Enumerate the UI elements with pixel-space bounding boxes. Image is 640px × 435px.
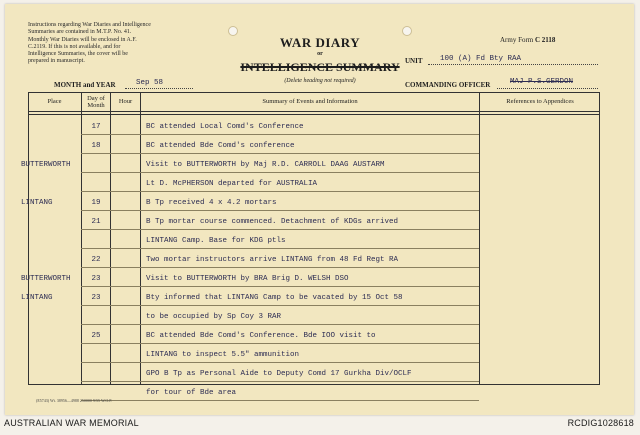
- row-rule: [81, 400, 479, 401]
- co-dotline: [497, 88, 598, 89]
- row-summary: B Tp mortar course commenced. Detachment of KDGs arrived: [146, 218, 399, 226]
- row-rule: [81, 248, 479, 249]
- row-summary: LINTANG to inspect 5.5" ammunition: [146, 351, 300, 359]
- row-place: BUTTERWORTH: [21, 275, 71, 283]
- form-title: WAR DIARY: [279, 35, 361, 50]
- unit-value: 100 (A) Fd Bty RAA: [440, 55, 522, 63]
- month-year-value: Sep 58: [136, 79, 164, 87]
- row-summary: to be occupied by Sp Coy 3 RAR: [146, 313, 282, 321]
- credit-left: AUSTRALIAN WAR MEMORIAL: [4, 418, 139, 428]
- row-day: 23: [91, 275, 101, 283]
- instruction-line: C.2119. If this is not available, and for: [28, 43, 121, 50]
- row-rule: [81, 343, 479, 344]
- col-divider: [110, 92, 111, 385]
- row-day: 22: [91, 256, 101, 264]
- row-summary: GPO B Tp as Personal Aide to Deputy Comd 17 Gurkha Div/OCLF: [146, 370, 412, 378]
- credit-right: RCDIG1028618: [567, 418, 634, 428]
- row-place: BUTTERWORTH: [21, 161, 71, 169]
- row-rule: [81, 210, 479, 211]
- row-summary: Bty informed that LINTANG Camp to be vacated by 15 Oct 58: [146, 294, 403, 302]
- punch-hole-right: [402, 26, 412, 36]
- instruction-line: prepared in manuscript.: [28, 58, 85, 65]
- diary-table: [28, 92, 600, 385]
- row-place: LINTANG: [21, 294, 53, 302]
- instruction-line: Summaries are contained in M.T.P. No. 41.: [28, 29, 132, 36]
- col-header-hour: Hour: [118, 98, 133, 105]
- heading-note: (Delete heading not required): [284, 78, 356, 84]
- col-divider: [81, 92, 82, 385]
- row-rule: [81, 229, 479, 230]
- row-day: 18: [91, 142, 101, 150]
- row-rule: [81, 324, 479, 325]
- row-rule: [81, 286, 479, 287]
- col-header-references: References to Appendices: [506, 98, 574, 105]
- instruction-line: Monthly War Diaries will be enclosed in A.F.: [28, 36, 137, 43]
- row-rule: [81, 305, 479, 306]
- row-rule: [81, 153, 479, 154]
- col-header-summary: Summary of Events and Information: [262, 98, 358, 105]
- col-divider: [479, 92, 480, 385]
- row-day: 19: [91, 199, 101, 207]
- row-day: 17: [91, 123, 101, 131]
- row-day: 21: [91, 218, 101, 226]
- row-summary: for tour of Bde area: [146, 389, 237, 397]
- row-summary: Lt D. McPHERSON departed for AUSTRALIA: [146, 180, 318, 188]
- row-rule: [81, 267, 479, 268]
- row-summary: BC attended Bde Comd's conference: [146, 142, 295, 150]
- row-summary: LINTANG Camp. Base for KDG ptls: [146, 237, 286, 245]
- row-summary: Visit to BUTTERWORTH by BRA Brig D. WELSH DSO: [146, 275, 349, 283]
- month-year-dotline: [125, 88, 193, 89]
- row-rule: [81, 134, 479, 135]
- row-place: LINTANG: [21, 199, 53, 207]
- header-rule: [28, 111, 600, 112]
- form-title-or: or: [317, 51, 323, 57]
- row-day: 23: [91, 294, 101, 302]
- instruction-line: Intelligence Summaries, the cover will be: [28, 51, 128, 58]
- col-header-day: Day of Month: [87, 95, 105, 109]
- row-summary: BC attended Bde Comd's Conference. Bde IOO visit to: [146, 332, 376, 340]
- instruction-line: Instructions regarding War Diaries and Intelligence: [28, 22, 151, 28]
- row-summary: BC attended Local Comd's Conference: [146, 123, 304, 131]
- row-summary: Visit to BUTTERWORTH by Maj R.D. CARROLL DAAG AUSTARM: [146, 161, 385, 169]
- header-rule: [28, 114, 600, 115]
- commanding-officer-label: COMMANDING OFFICER: [405, 81, 491, 89]
- print-code: (E5743) Wt. 38956—4988 250000 9/55 W.O.P.: [36, 398, 113, 403]
- col-header-place: Place: [47, 98, 62, 105]
- row-rule: [81, 381, 479, 382]
- unit-label: UNIT: [405, 57, 423, 65]
- unit-dotline: [428, 64, 598, 65]
- row-rule: [81, 172, 479, 173]
- month-year-label: MONTH and YEAR: [54, 81, 116, 89]
- struck-heading: INTELLIGENCE SUMMARY: [240, 60, 400, 74]
- row-rule: [81, 191, 479, 192]
- col-divider: [140, 92, 141, 385]
- commanding-officer-value: MAJ P.S.GERDON: [510, 78, 574, 86]
- row-day: 25: [91, 332, 101, 340]
- row-summary: Two mortar instructors arrive LINTANG from 48 Fd Regt RA: [146, 256, 399, 264]
- army-form-number: C 2118: [535, 36, 556, 44]
- row-summary: B Tp received 4 x 4.2 mortars: [146, 199, 277, 207]
- row-rule: [81, 362, 479, 363]
- army-form-label: Army Form C 2118: [500, 36, 556, 44]
